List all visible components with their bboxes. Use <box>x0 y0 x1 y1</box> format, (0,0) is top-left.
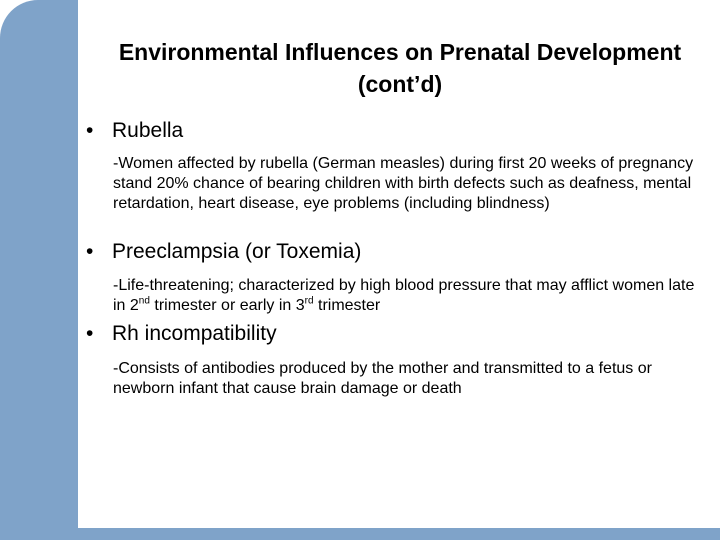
preeclampsia-detail-text: -Life-threatening; characterized by high blood pressure that may afflict women late in 2 <box>113 277 695 314</box>
bullet-preeclampsia <box>86 239 361 265</box>
preeclampsia-detail-text: trimester or early in 3 <box>149 297 305 314</box>
bullet-label-preeclampsia: Preeclampsia (or Toxemia) <box>112 240 362 263</box>
bullet-dot: • <box>86 322 94 345</box>
bullet-label-rh: Rh incompatibility <box>112 322 277 345</box>
bullet-label-rubella: Rubella <box>112 119 184 142</box>
rh-detail: -Consists of antibodies produced by the mother and transmitted to a fetus or newborn infant that cause brain damage or death <box>113 360 652 397</box>
bullet-dot: • <box>86 240 94 263</box>
preeclampsia-detail-text: trimester <box>313 297 381 314</box>
bullet-dot: • <box>86 119 94 142</box>
preeclampsia-detail <box>113 276 703 316</box>
left-accent-band <box>0 0 78 540</box>
bullet-rh-incompatibility <box>86 321 277 347</box>
superscript-nd: nd <box>138 295 150 307</box>
slide-title: Environmental Influences on Prenatal Development (cont’d) <box>118 39 682 97</box>
bullet-rubella <box>86 118 183 144</box>
superscript-rd: rd <box>304 295 314 307</box>
rubella-detail: -Women affected by rubella (German measles) during first 20 weeks of pregnancy stand 20% chance of bearing children with birth defects such as deafness, mental retardation, heart disease, eye problems (including blindness) <box>113 155 694 212</box>
bottom-accent-band <box>0 528 720 540</box>
